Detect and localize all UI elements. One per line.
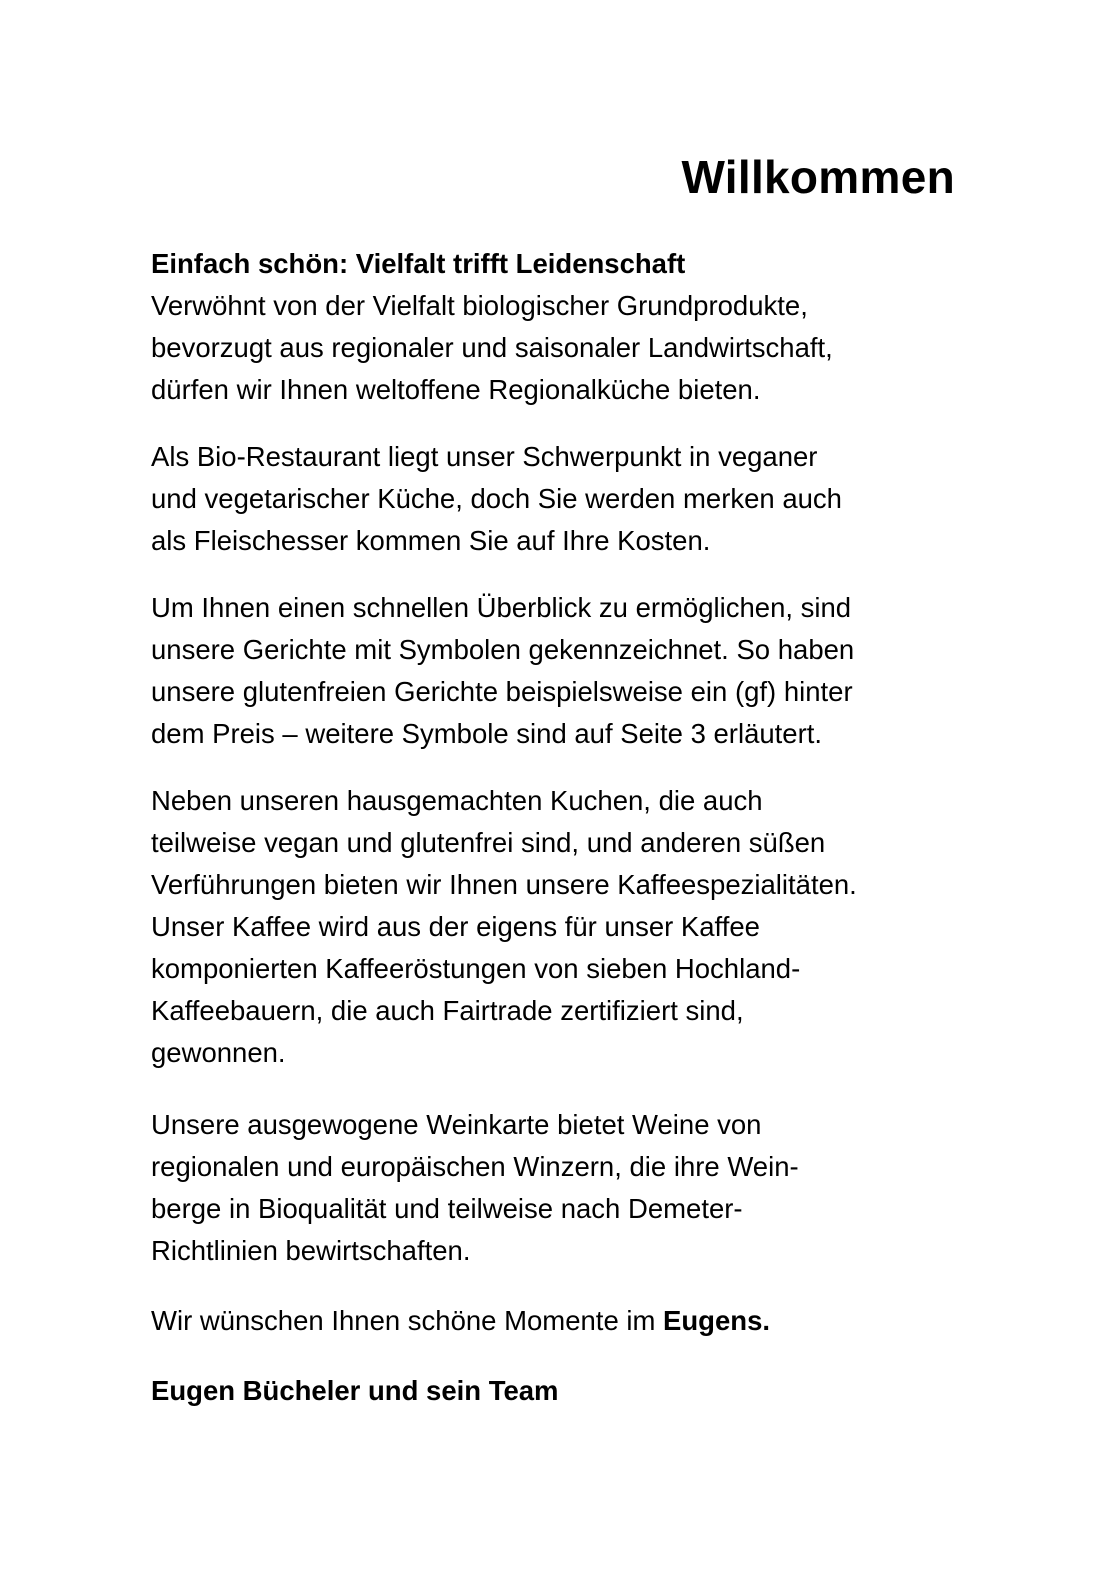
page-title: Willkommen	[681, 151, 955, 203]
paragraph-coffee: Neben unseren hausgemachten Kuchen, die auch teilweise vegan und glutenfrei sind, und anderen süßen Verführungen bieten wir Ihnen unsere Kaffeespezialitäten. Unser Kaffee wird aus der eigens für unser Kaffee komponierten Kaffeeröstungen von sieben Hochland- Kaffeebauern, die auch Fairtrade zertifiziert sind, gewonnen.	[151, 785, 857, 1068]
signature: Eugen Bücheler und sein Team	[151, 1375, 559, 1406]
welcome-text	[151, 243, 981, 1412]
paragraph-bio-restaurant: Als Bio-Restaurant liegt unser Schwerpunkt in veganer und vegetarischer Küche, doch Sie werden merken auch als Fleischesser kommen Sie auf Ihre Kosten.	[151, 441, 842, 556]
closing-text: Wir wünschen Ihnen schöne Momente im	[151, 1305, 664, 1336]
subheading: Einfach schön: Vielfalt trifft Leidenschaft	[151, 248, 686, 279]
closing-line	[151, 1300, 981, 1342]
paragraph-wine: Unsere ausgewogene Weinkarte bietet Weine von regionalen und europäischen Winzern, die ihre Wein- berge in Bioqualität und teilweise nach Demeter- Richtlinien bewirtschaften.	[151, 1109, 799, 1266]
paragraph-intro: Verwöhnt von der Vielfalt biologischer Grundprodukte, bevorzugt aus regionaler und saisonaler Landwirtschaft, dürfen wir Ihnen weltoffene Regionalküche bieten.	[151, 290, 833, 405]
restaurant-name: Eugens.	[663, 1305, 771, 1336]
paragraph-symbols: Um Ihnen einen schnellen Überblick zu ermöglichen, sind unsere Gerichte mit Symbolen gekennzeichnet. So haben unsere glutenfreien Gerichte beispielsweise ein (gf) hinter dem Preis – weitere Symbole sind auf Seite 3 erläutert.	[151, 592, 855, 749]
